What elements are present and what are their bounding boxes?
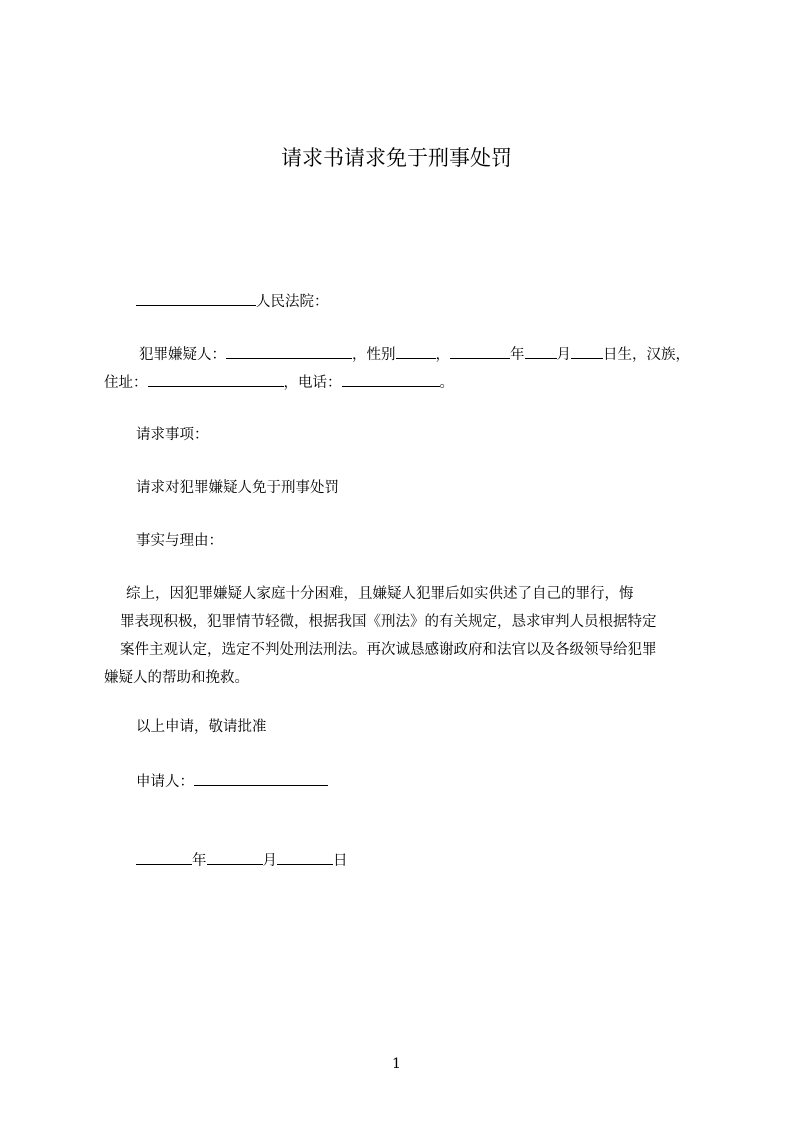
facts-line: 罪表现积极，犯罪情节轻微，根据我国《刑法》的有关规定，恳求审判人员根据特定 (120, 614, 657, 630)
birth-month-label: 月 (556, 347, 571, 363)
birth-year-blank (450, 344, 510, 359)
birth-month-blank (525, 344, 557, 359)
applicant-label: 申请人： (136, 774, 194, 790)
facts-line: 综上，因犯罪嫌疑人家庭十分困难，且嫌疑人犯罪后如实供述了自己的罪行，悔 (126, 586, 634, 602)
gender-blank (396, 344, 436, 359)
request-item: 请求对犯罪嫌疑人免于刑事处罚 (136, 480, 339, 496)
date-year-label: 年 (192, 853, 207, 869)
date-line (136, 850, 736, 871)
applicant-line (136, 771, 736, 792)
document-title: 请求书请求免于刑事处罚 (281, 146, 512, 170)
closing-line: 以上申请，敬请批准 (136, 719, 267, 735)
suspect-name-blank (226, 344, 352, 359)
address-blank (148, 372, 284, 387)
facts-heading: 事实与理由： (136, 533, 223, 549)
date-day-blank (277, 850, 333, 865)
phone-blank (342, 372, 440, 387)
birth-year-label: 年 (510, 347, 525, 363)
phone-label: ，电话： (283, 375, 342, 391)
request-heading: 请求事项： (136, 427, 209, 443)
court-suffix: 人民法院： (256, 294, 329, 310)
birth-day-blank (571, 344, 603, 359)
page-number: 1 (392, 1056, 401, 1072)
suspect-label: 犯罪嫌疑人： (139, 347, 226, 363)
court-line (136, 291, 736, 312)
applicant-blank (194, 771, 328, 786)
gender-label: ，性别 (352, 347, 396, 363)
facts-paragraph (104, 580, 704, 692)
facts-line: 嫌疑人的帮助和挽救。 (104, 670, 249, 686)
date-day-label: 日 (333, 853, 348, 869)
line-end: 。 (439, 375, 454, 391)
date-month-blank (207, 850, 263, 865)
suspect-line-2 (104, 372, 704, 393)
birth-day-suffix: 日生，汉族， (603, 347, 690, 363)
court-blank (136, 291, 256, 306)
address-label: 住址： (104, 375, 148, 391)
facts-line: 案件主观认定，选定不判处刑法刑法。再次诚恳感谢政府和法官以及各级领导给犯罪 (120, 642, 657, 658)
comma-sep: ， (435, 347, 450, 363)
date-month-label: 月 (262, 853, 277, 869)
date-year-blank (136, 850, 192, 865)
suspect-line-1 (139, 344, 739, 365)
